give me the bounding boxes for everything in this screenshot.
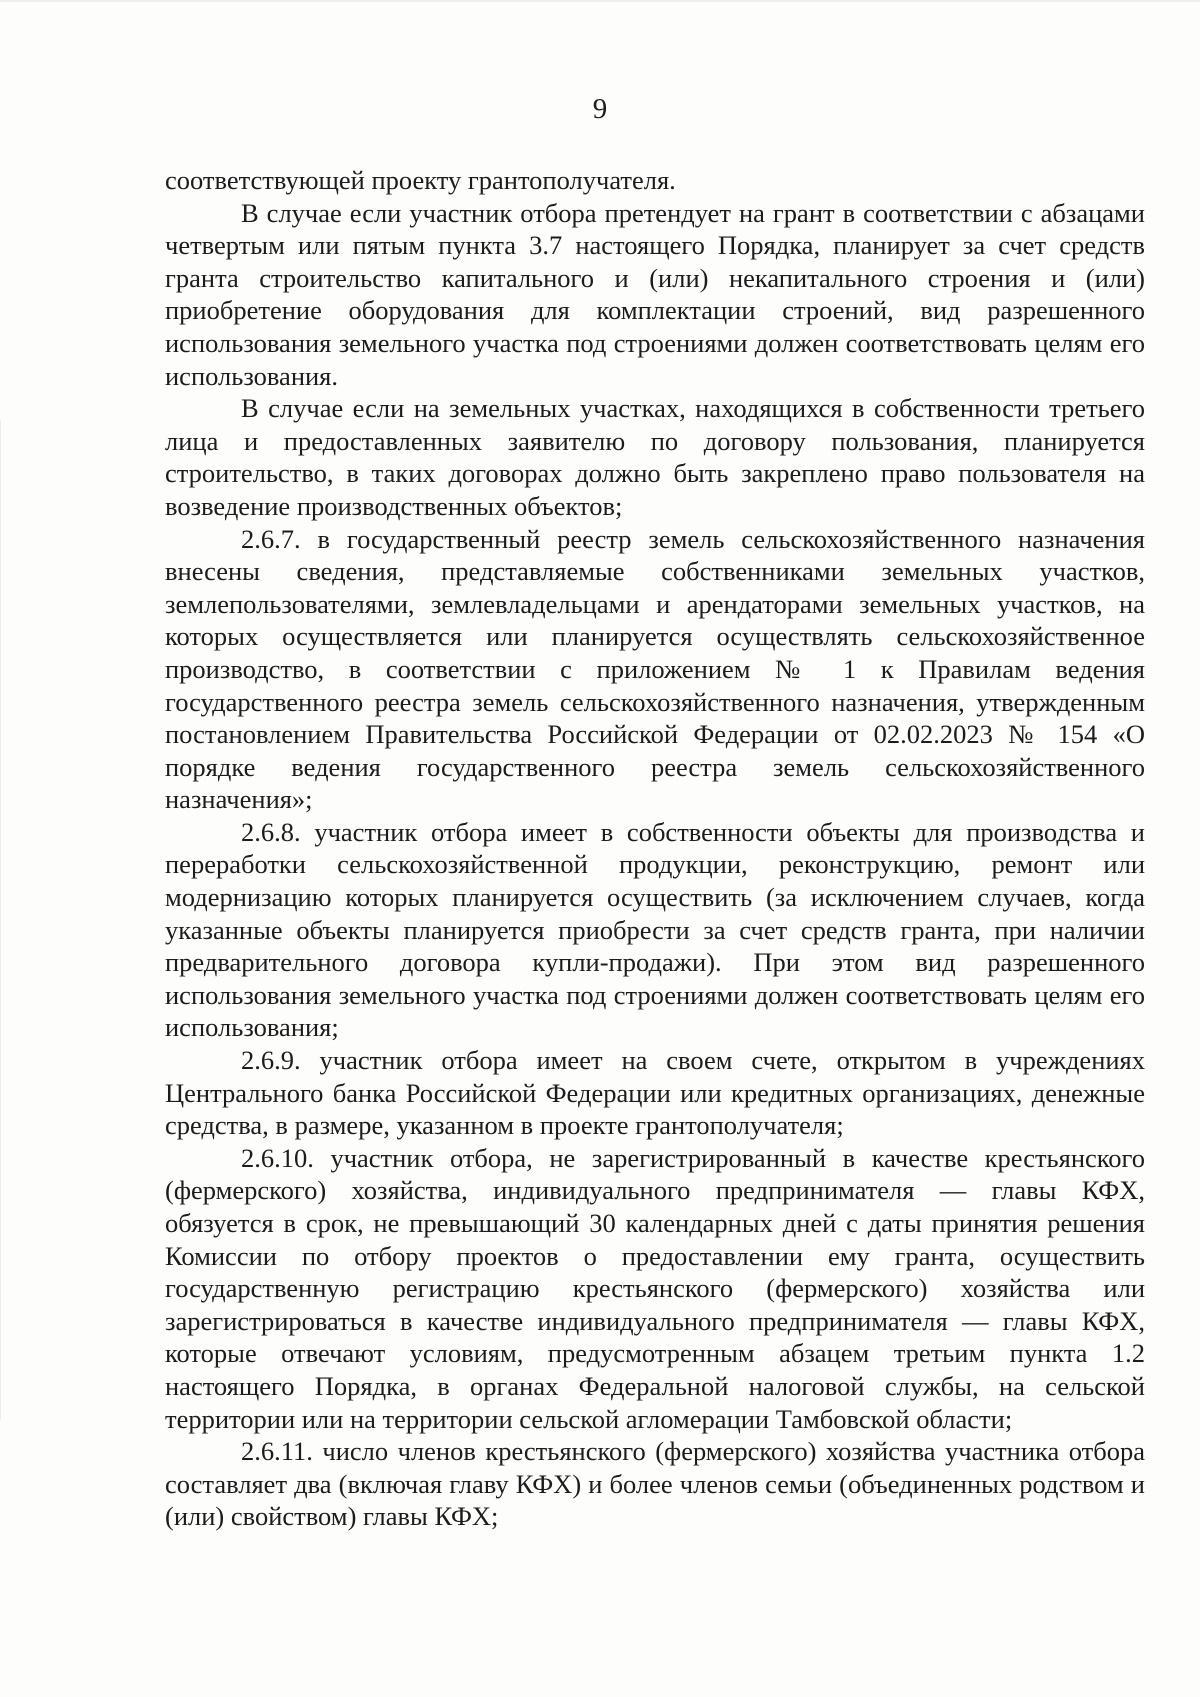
clause-2-6-10: 2.6.10. участник отбора, не зарегистрированный в качестве крестьянского (фермерского) хозяйства, индивидуального предпринимателя — главы КФХ, обязуется в срок, не превышающий 30 календарных дней с даты принятия решения Комиссии по отбору проектов о предоставлении ему гранта, осуществить государственную регистрацию крестьянского (фермерского) хозяйства или зарегистрироваться в качестве индивидуального предпринимателя — главы КФХ, которые отвечают условиям, предусмотренным абзацем третьим пункта 1.2 настоящего Порядка, в органах Федеральной налоговой службы, на сельской территории или на территории сельской агломерации Тамбовской области;	[165, 1142, 1145, 1434]
page-number: 9	[592, 93, 608, 125]
scan-artifact	[0, 0, 1200, 2]
scan-artifact	[0, 420, 1, 1420]
clause-2-6-8: 2.6.8. участник отбора имеет в собственности объекты для производства и переработки сельскохозяйственной продукции, реконструкцию, ремонт или модернизацию которых планируется осуществить (за исключением случаев, когда указанные объекты планируется приобрести за счет средств гранта, при наличии предварительного договора купли-продажи). При этом вид разрешенного использования земельного участка под строениями должен соответствовать целям его использования;	[165, 816, 1145, 1043]
paragraph-third-party-land: В случае если на земельных участках, находящихся в собственности третьего лица и предоставленных заявителю по договору пользования, планируется строительство, в таких договорах должно быть закреплено право пользователя на возведение производственных объектов;	[165, 393, 1145, 521]
body-text	[165, 164, 1145, 1533]
clause-2-6-7: 2.6.7. в государственный реестр земель сельскохозяйственного назначения внесены сведения, представляемые собственниками земельных участков, землепользователями, землевладельцами и арендаторами земельных участков, на которых осуществляется или планируется осуществлять сельскохозяйственное производство, в соответствии с приложением № 1 к Правилам ведения государственного реестра земель сельскохозяйственного назначения, утвержденным постановлением Правительства Российской Федерации от 02.02.2023 № 154 «О порядке ведения государственного реестра земель сельскохозяйственного назначения»;	[165, 523, 1145, 815]
paragraph-continuation: соответствующей проекту грантополучателя.	[165, 165, 676, 195]
clause-2-6-11: 2.6.11. число членов крестьянского (фермерского) хозяйства участника отбора составляет два (включая главу КФХ) и более членов семьи (объединенных родством и (или) свойством) главы КФХ;	[165, 1436, 1145, 1532]
clause-2-6-9: 2.6.9. участник отбора имеет на своем счете, открытом в учреждениях Центрального банка Российской Федерации или кредитных организациях, денежные средства, в размере, указанном в проекте грантополучателя;	[165, 1045, 1145, 1141]
paragraph-construction-case: В случае если участник отбора претендует на грант в соответствии с абзацами четвертым или пятым пункта 3.7 настоящего Порядка, планирует за счет средств гранта строительство капитального и (или) некапитального строения и (или) приобретение оборудования для комплектации строений, вид разрешенного использования земельного участка под строениями должен соответствовать целям его использования.	[165, 197, 1145, 391]
